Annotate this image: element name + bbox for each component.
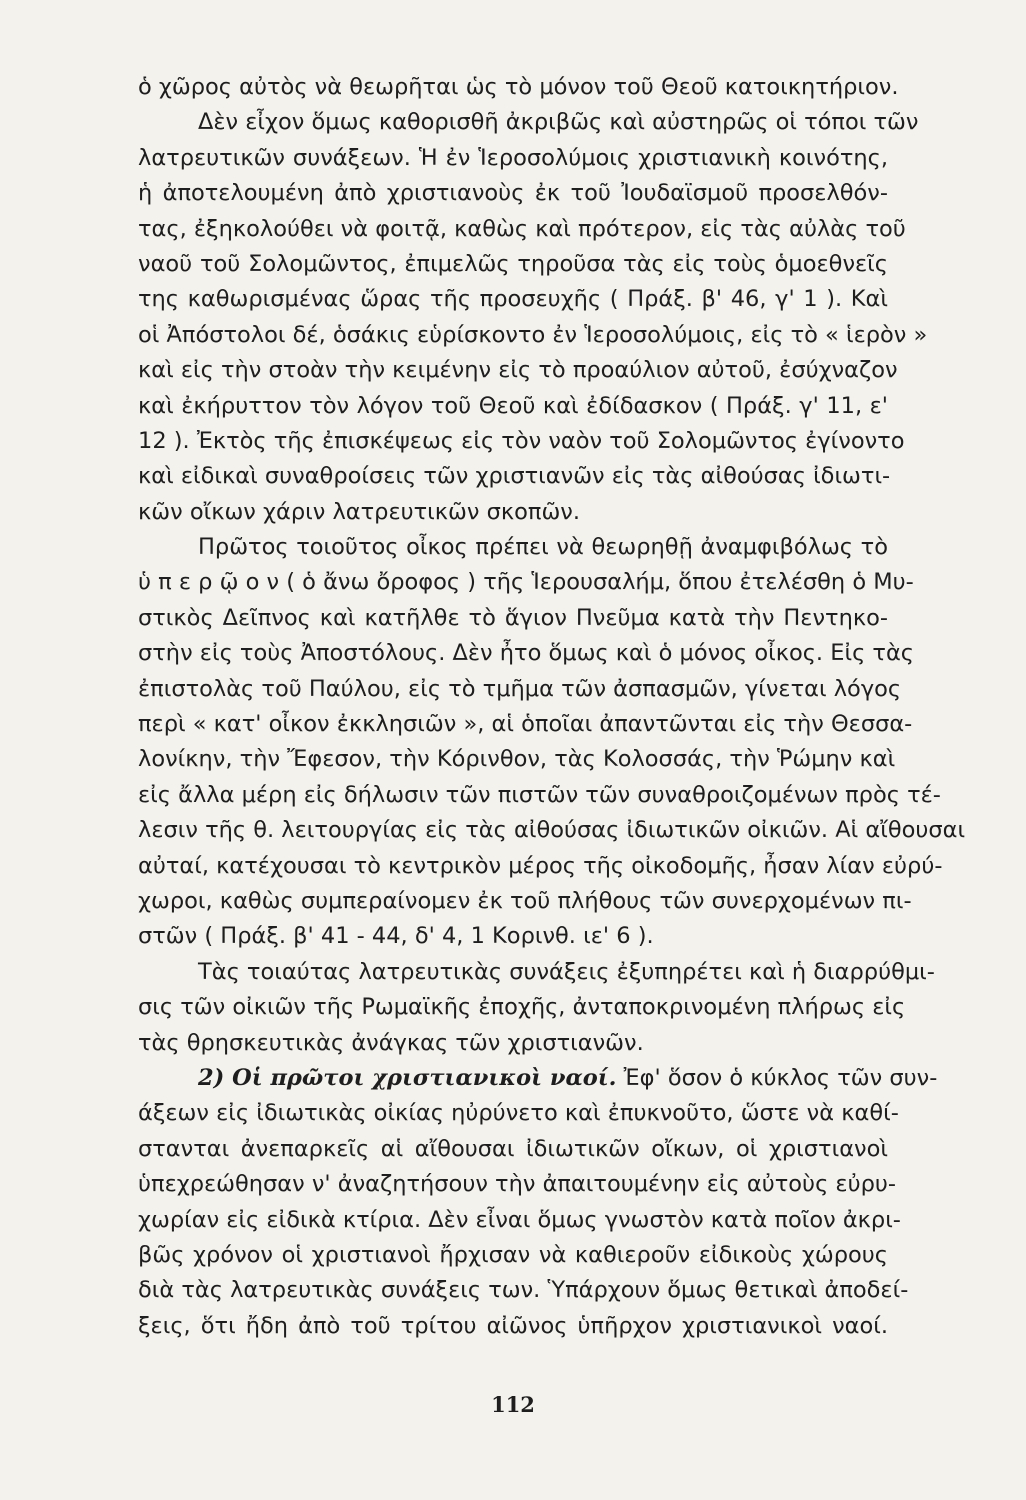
text-line: βῶς χρόνον οἱ χριστιανοὶ ἤρχισαν νὰ καθιεροῦν εἰδικοὺς χώρους [138, 1241, 888, 1268]
section-heading: 2) Οἱ πρῶτοι χριστιανικοὶ ναοί. [198, 1064, 617, 1091]
section-heading-line [138, 1061, 938, 1096]
text-line: ἐπιστολὰς τοῦ Παύλου, εἰς τὸ τμῆμα τῶν ἀσπασμῶν, γίνεται λόγος [138, 675, 902, 702]
text-line: ἡ ἀποτελουμένη ἀπὸ χριστιανοὺς ἐκ τοῦ Ἰουδαϊσμοῦ προσελθόν- [138, 180, 888, 207]
page-number: 112 [491, 1392, 535, 1417]
text-line: καὶ εἰδικαὶ συναθροίσεις τῶν χριστιανῶν εἰς τὰς αἰθούσας ἰδιωτι- [138, 463, 891, 490]
text-line: 12 ). Ἐκτὸς τῆς ἐπισκέψεως εἰς τὸν ναὸν τοῦ Σολομῶντος ἐγίνοντο [138, 427, 905, 454]
text-line: χωρίαν εἰς εἰδικὰ κτίρια. Δὲν εἶναι ὅμως γνωστὸν κατὰ ποῖον ἀκρι- [138, 1206, 901, 1233]
text-line: λατρευτικῶν συνάξεων. Ἡ ἐν Ἱεροσολύμοις χριστιανικὴ κοινότης, [138, 144, 888, 171]
text-line: περὶ « κατ' οἶκον ἐκκλησιῶν », αἱ ὁποῖαι ἀπαντῶνται εἰς τὴν Θεσσα- [138, 711, 913, 738]
text-line: στανται ἀνεπαρκεῖς αἱ αἴθουσαι ἰδιωτικῶν οἴκων, οἱ χριστιανοὶ [138, 1135, 888, 1162]
text-line: ὑ π ε ρ ῷ ο ν ( ὁ ἄνω ὄροφος ) τῆς Ἱερουσαλήμ, ὅπου ἐτελέσθη ὁ Μυ- [138, 569, 914, 596]
body-text [138, 70, 966, 1344]
text-line: κῶν οἴκων χάριν λατρευτικῶν σκοπῶν. [138, 498, 581, 525]
text-line: χωροι, καθὼς συμπεραίνομεν ἐκ τοῦ πλήθους τῶν συνερχομένων πι- [138, 887, 912, 914]
text-line: λονίκην, τὴν Ἔφεσον, τὴν Κόρινθον, τὰς Κολοσσάς, τὴν Ῥώμην καὶ [138, 746, 896, 773]
text-line: ὁ χῶρος αὐτὸς νὰ θεωρῆται ὡς τὸ μόνον τοῦ Θεοῦ κατοικητήριον. [138, 74, 899, 100]
text-line: καὶ εἰς τὴν στοὰν τὴν κειμένην εἰς τὸ προαύλιον αὐτοῦ, ἐσύχναζον [138, 357, 898, 384]
text-line: στῶν ( Πράξ. β' 41 - 44, δ' 4, 1 Κορινθ. ιε' 6 ). [138, 923, 654, 950]
text-line: αὐταί, κατέχουσαι τὸ κεντρικὸν μέρος τῆς οἰκοδομῆς, ἦσαν λίαν εὐρύ- [138, 852, 943, 879]
text-line: στὴν εἰς τοὺς Ἀποστόλους. Δὲν ἦτο ὅμως καὶ ὁ μόνος οἶκος. Εἰς τὰς [138, 640, 915, 667]
text-line: σις τῶν οἰκιῶν τῆς Ρωμαϊκῆς ἐποχῆς, ἀνταποκρινομένη πλήρως εἰς [138, 994, 906, 1021]
text-line: ὑπεχρεώθησαν ν' ἀναζητήσουν τὴν ἀπαιτουμένην εἰς αὐτοὺς εὐρυ- [138, 1171, 897, 1198]
text-line: ναοῦ τοῦ Σολομῶντος, ἐπιμελῶς τηροῦσα τὰς εἰς τοὺς ὁμοεθνεῖς [138, 250, 888, 277]
text-line: στικὸς Δεῖπνος καὶ κατῆλθε τὸ ἅγιον Πνεῦμα κατὰ τὴν Πεντηκο- [138, 604, 888, 631]
text-line: Δὲν εἶχον ὅμως καθορισθῆ ἀκριβῶς καὶ αὐστηρῶς οἱ τόποι τῶν [198, 109, 919, 136]
text-line: τας, ἐξηκολούθει νὰ φοιτᾷ, καθὼς καὶ πρότερον, εἰς τὰς αὐλὰς τοῦ [138, 215, 906, 242]
text-line: διὰ τὰς λατρευτικὰς συνάξεις των. Ὑπάρχουν ὅμως θετικαὶ ἀποδεί- [138, 1277, 909, 1304]
text-line: εἰς ἄλλα μέρη εἰς δήλωσιν τῶν πιστῶν τῶν συναθροιζομένων πρὸς τέ- [138, 781, 941, 808]
text-line: λεσιν τῆς θ. λειτουργίας εἰς τὰς αἰθούσας ἰδιωτικῶν οἰκιῶν. Αἱ αἴθουσαι [138, 817, 966, 844]
text-line: τὰς θρησκευτικὰς ἀνάγκας τῶν χριστιανῶν. [138, 1029, 644, 1056]
text-line: καὶ ἐκήρυττον τὸν λόγον τοῦ Θεοῦ καὶ ἐδίδασκον ( Πράξ. γ' 11, ε' [138, 392, 888, 419]
text-line: οἱ Ἀπόστολοι δέ, ὁσάκις εὑρίσκοντο ἐν Ἱεροσολύμοις, εἰς τὸ « ἱερὸν » [138, 321, 928, 348]
section-heading-rest: Ἐφ' ὅσον ὁ κύκλος τῶν συν- [623, 1064, 938, 1091]
text-line: ξεις, ὅτι ἤδη ἀπὸ τοῦ τρίτου αἰῶνος ὑπῆρχον χριστιανικοὶ ναοί. [138, 1312, 888, 1339]
text-line: άξεων εἰς ἰδιωτικὰς οἰκίας ηὐρύνετο καὶ ἐπυκνοῦτο, ὥστε νὰ καθί- [138, 1100, 899, 1127]
text-line: Τὰς τοιαύτας λατρευτικὰς συνάξεις ἐξυπηρέτει καὶ ἡ διαρρύθμι- [198, 958, 935, 985]
text-line: Πρῶτος τοιοῦτος οἶκος πρέπει νὰ θεωρηθῇ ἀναμφιβόλως τὸ [198, 534, 888, 561]
text-line: της καθωρισμένας ὥρας τῆς προσευχῆς ( Πράξ. β' 46, γ' 1 ). Καὶ [138, 286, 888, 313]
